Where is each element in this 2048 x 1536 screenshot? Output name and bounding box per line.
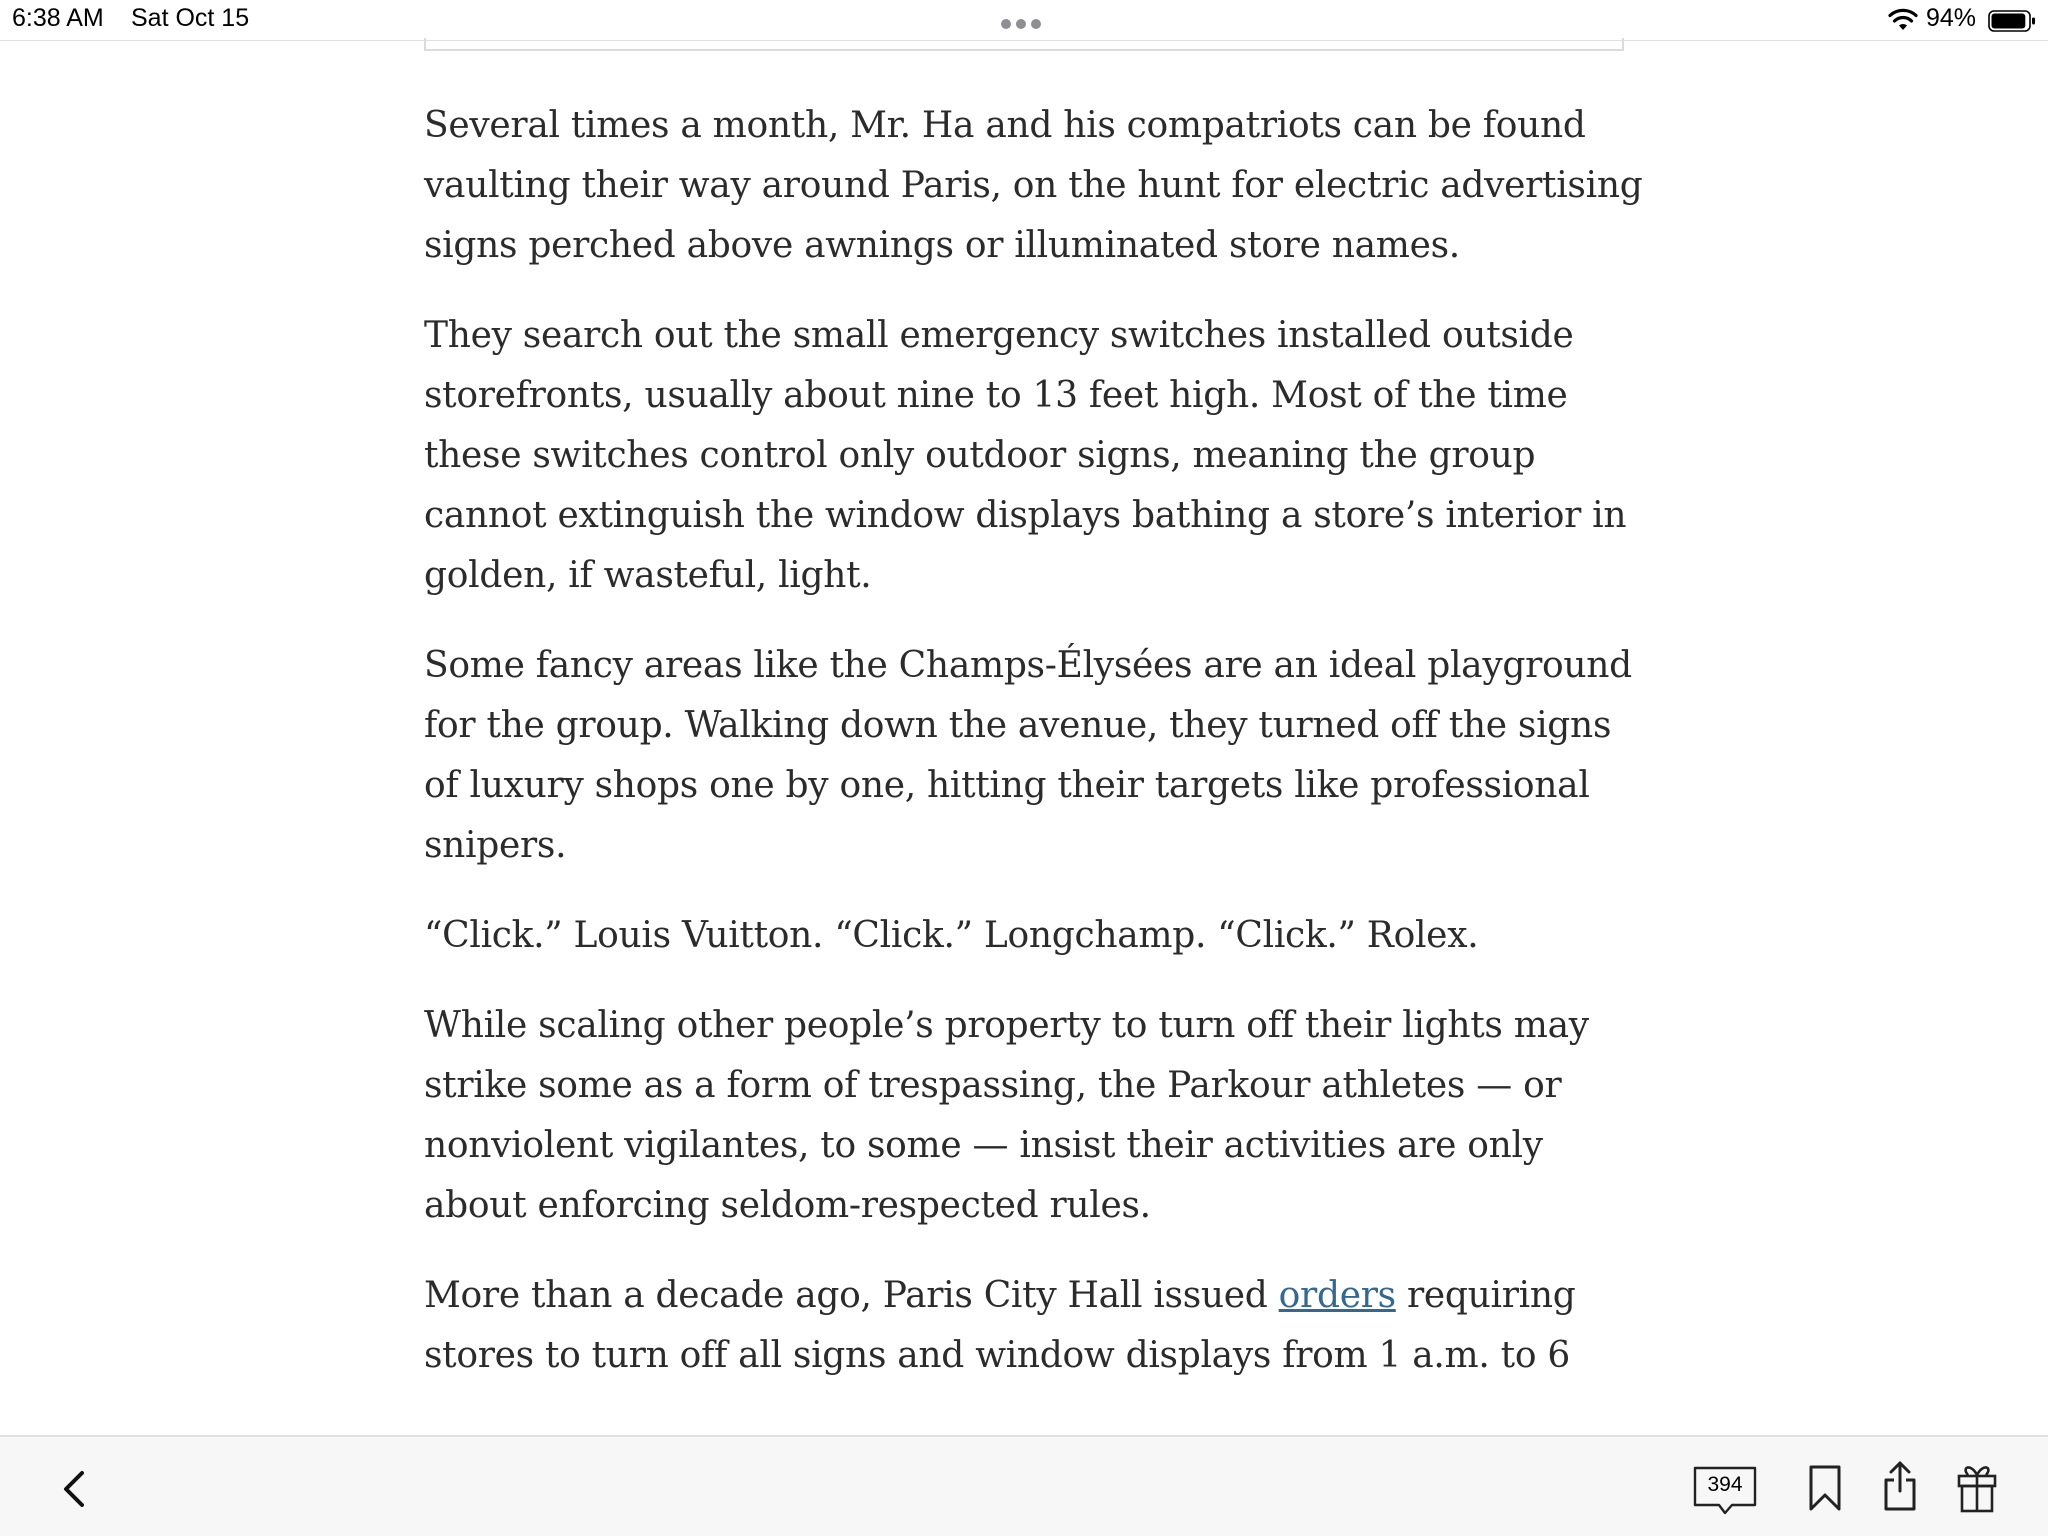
gift-button[interactable]	[1955, 1459, 1999, 1515]
gift-icon	[1955, 1459, 1999, 1515]
paragraph-text: More than a decade ago, Paris City Hall issued	[424, 1275, 1279, 1316]
article-body	[424, 96, 1644, 1416]
share-button[interactable]	[1880, 1459, 1920, 1513]
back-button[interactable]	[54, 1465, 94, 1515]
article-paragraph: They search out the small emergency switches installed outside storefronts, usually about nine to 13 feet high. Most of the time these switches control only outdoor signs, meaning the group cannot extinguish the window displays bathing a store’s interior in golden, if wasteful, light.	[424, 315, 1627, 596]
article-paragraph: While scaling other people’s property to turn off their lights may strike some as a form of trespassing, the Parkour athletes — or nonviolent vigilantes, to some — insist their activities are only about enforcing seldom-respected rules.	[424, 1005, 1589, 1226]
orders-link[interactable]: orders	[1278, 1275, 1396, 1316]
comments-button[interactable]	[1692, 1465, 1760, 1519]
chevron-left-icon	[54, 1465, 94, 1515]
article-paragraph: Several times a month, Mr. Ha and his compatriots can be found vaulting their way around Paris, on the hunt for electric advertising signs perched above awnings or illuminated store names.	[424, 105, 1643, 266]
bookmark-button[interactable]	[1807, 1463, 1843, 1513]
share-icon	[1880, 1459, 1920, 1513]
status-date: Sat Oct 15	[131, 4, 250, 32]
status-time: 6:38 AM	[12, 4, 104, 32]
article-paragraph: Some fancy areas like the Champs-Élysées are an ideal playground for the group. Walking down the avenue, they turned off the signs of luxury shops one by one, hitting their targets like professional snipers.	[424, 645, 1632, 866]
bottom-toolbar	[0, 1435, 2048, 1536]
embedded-content-border	[424, 38, 1624, 51]
wifi-icon	[1888, 8, 1918, 32]
article-paragraph	[424, 1266, 1644, 1386]
multitasking-menu-icon[interactable]	[1001, 19, 1041, 29]
battery-icon	[1988, 10, 2036, 32]
battery-percentage: 94%	[1926, 4, 1977, 32]
paragraph-text: requiring stores to turn off all signs and window displays from 1 a.m. to 6	[424, 1275, 1576, 1376]
bookmark-icon	[1807, 1463, 1843, 1513]
comment-count: 394	[1707, 1473, 1743, 1496]
article-paragraph: “Click.” Louis Vuitton. “Click.” Longchamp. “Click.” Rolex.	[424, 915, 1479, 956]
status-bar	[0, 0, 2048, 40]
